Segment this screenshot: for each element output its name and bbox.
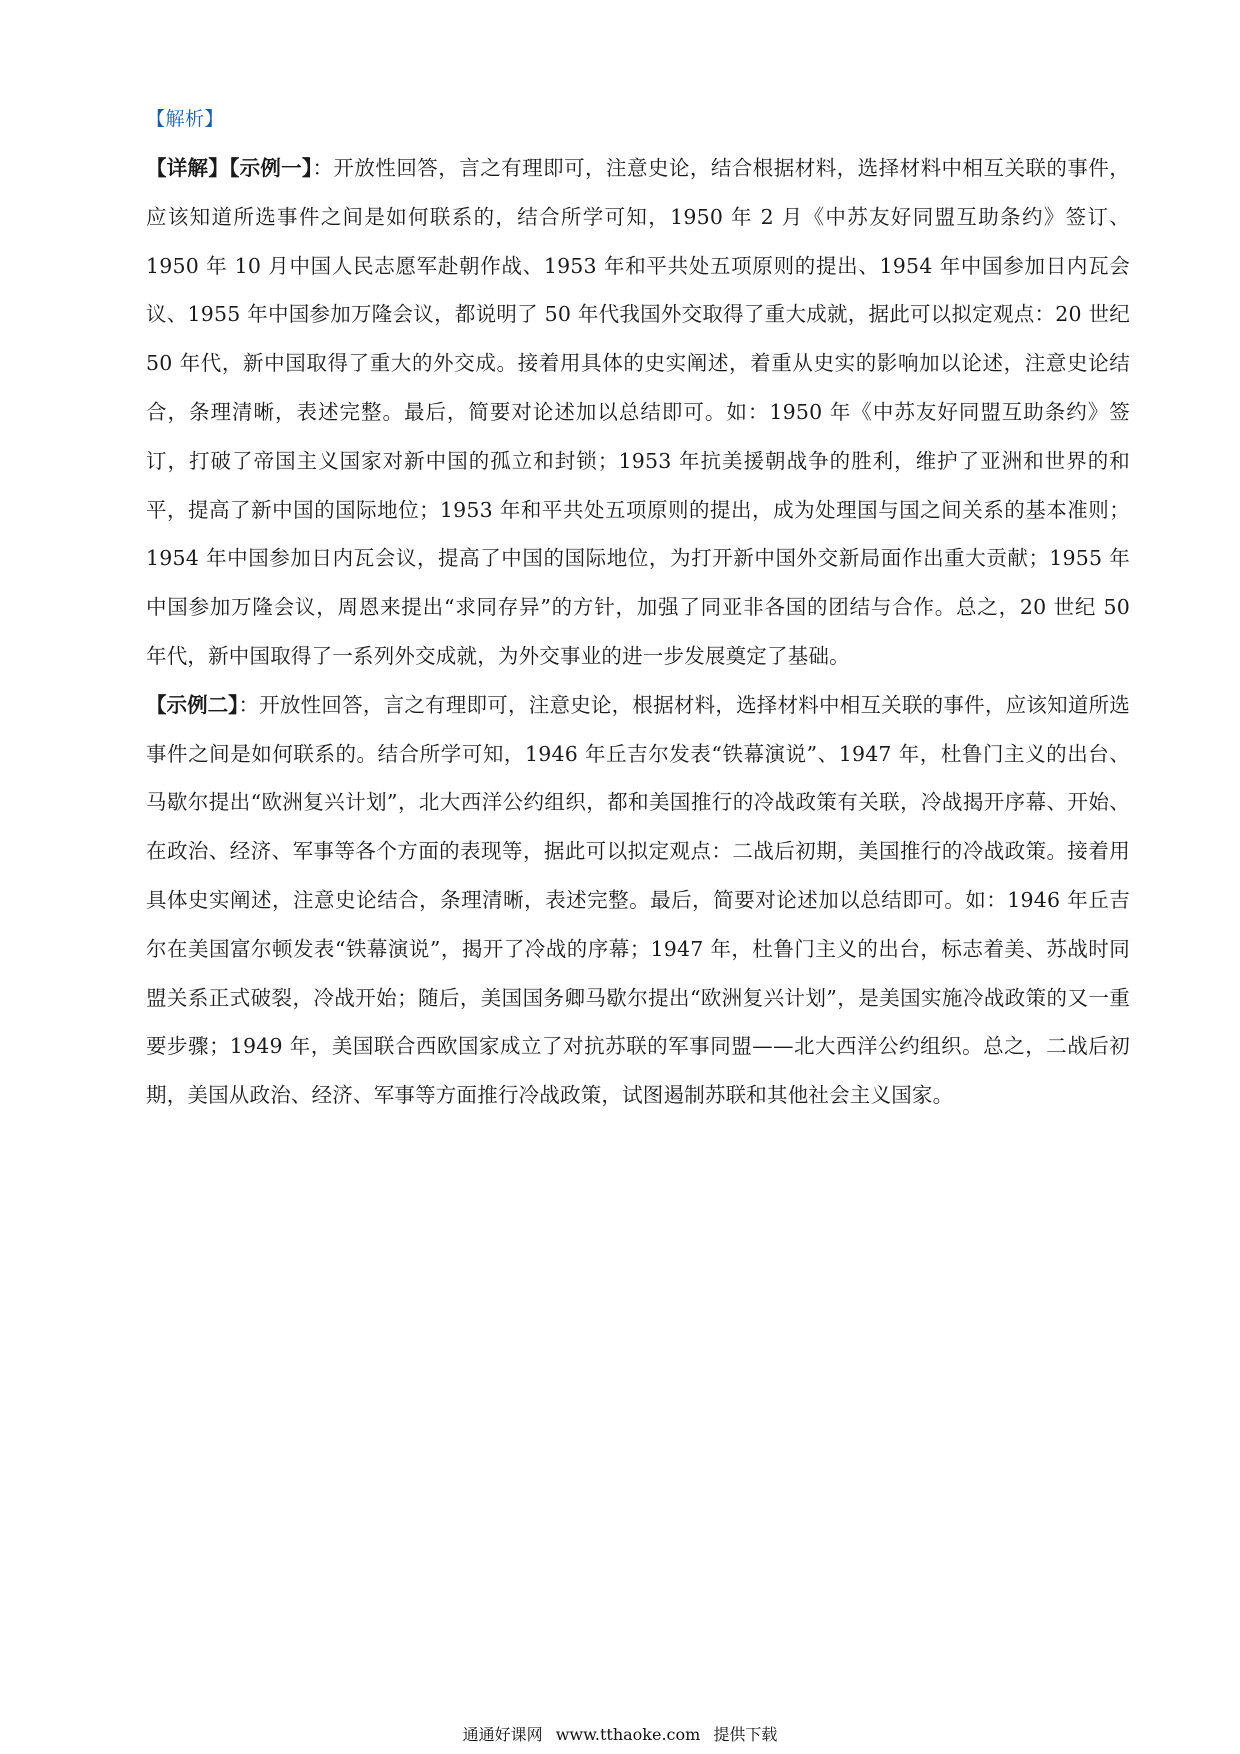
answer-content <box>146 100 1130 1120</box>
example-two-tag: 【示例二】 <box>146 692 239 717</box>
example-one-text: ：开放性回答，言之有理即可，注意史论，结合根据材料，选择材料中相互关联的事件，应该知道所选事件之间是如何联系的，结合所学可知，1950 年 2 月《中苏友好同盟互助条约》签订、1950 年 10 月中国人民志愿军赴朝作战、1953 年和平共处五项原则的提出、1954 年中国参加日内瓦会议、1955 年中国参加万隆会议，都说明了 50 年代我国外交取得了重大成就，据此可以拟定观点：20 世纪 50 年代，新中国取得了重大的外交成。接着用具体的史实阐述，着重从史实的影响加以论述，注意史论结合，条理清晰，表述完整。最后，简要对论述加以总结即可。如：1950 年《中苏友好同盟互助条约》签订，打破了帝国主义国家对新中国的孤立和封锁；1953 年抗美援朝战争的胜利，维护了亚洲和世界的和平，提高了新中国的国际地位；1953 年和平共处五项原则的提出，成为处理国与国之间关系的基本准则；1954 年中国参加日内瓦会议，提高了中国的国际地位，为打开新中国外交新局面作出重大贡献；1955 年中国参加万隆会议，周恩来提出“求同存异”的方针，加强了同亚非各国的团结与合作。总之，20 世纪 50 年代，新中国取得了一系列外交成就，为外交事业的进一步发展奠定了基础。 <box>146 156 1130 668</box>
example-two-paragraph <box>146 681 1130 1120</box>
page-footer <box>0 1724 1240 1746</box>
analysis-heading <box>146 100 1130 138</box>
example-two-text: ：开放性回答，言之有理即可，注意史论，根据材料，选择材料中相互关联的事件，应该知道所选事件之间是如何联系的。结合所学可知，1946 年丘吉尔发表“铁幕演说”、1947 年，杜鲁门主义的出台、马歇尔提出“欧洲复兴计划”，北大西洋公约组织，都和美国推行的冷战政策有关联，冷战揭开序幕、开始、在政治、经济、军事等各个方面的表现等，据此可以拟定观点：二战后初期，美国推行的冷战政策。接着用具体史实阐述，注意史论结合，条理清晰，表述完整。最后，简要对论述加以总结即可。如：1946 年丘吉尔在美国富尔顿发表“铁幕演说”，揭开了冷战的序幕；1947 年，杜鲁门主义的出台，标志着美、苏战时同盟关系正式破裂，冷战开始；随后，美国国务卿马歇尔提出“欧洲复兴计划”，是美国实施冷战政策的又一重要步骤；1949 年，美国联合西欧国家成立了对抗苏联的军事同盟——北大西洋公约组织。总之，二战后初期，美国从政治、经济、军事等方面推行冷战政策，试图遏制苏联和其他社会主义国家。 <box>146 692 1131 1108</box>
analysis-label: 【解析】 <box>146 108 225 130</box>
example-one-paragraph <box>146 144 1130 681</box>
example-one-tag: 【详解】【示例一】 <box>146 156 313 180</box>
footer-suffix: 提供下载 <box>713 1725 778 1744</box>
footer-url[interactable]: www.tthaoke.com <box>555 1725 701 1744</box>
footer-site-name: 通通好课网 <box>462 1725 543 1744</box>
